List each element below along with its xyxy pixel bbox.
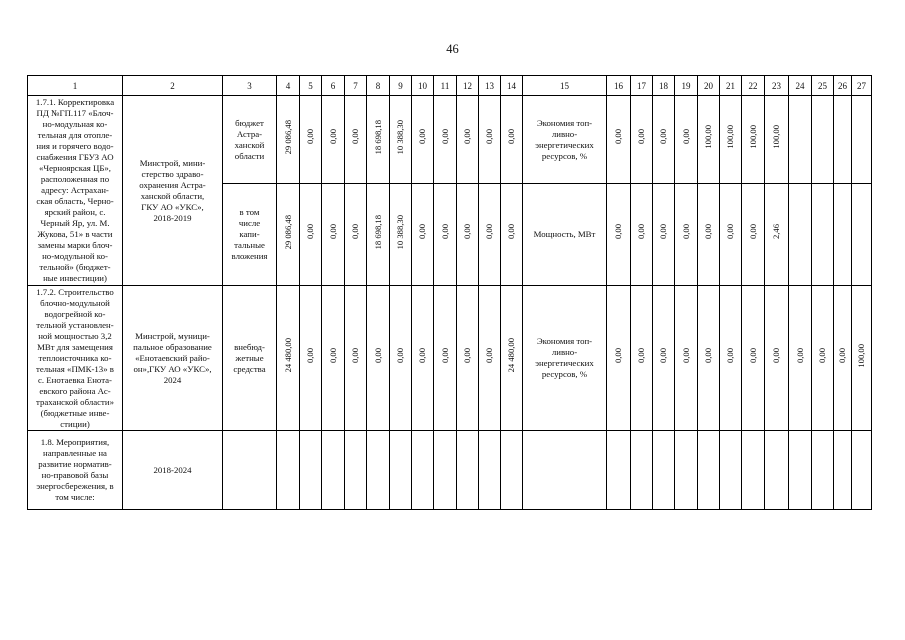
table-row-1-7-2: [28, 286, 872, 431]
target-cell-col16: [607, 286, 631, 431]
header-cell-16: 16: [607, 76, 631, 96]
executor-text: Минстрой, муници- пальное образование «Енотаевский райо- он»,ГКУ АО «УКС», 2024: [133, 330, 212, 385]
value-text: 0,00: [327, 129, 338, 145]
empty-cell: [812, 184, 834, 286]
empty-cell: [607, 431, 631, 510]
value-cell-col10: [412, 286, 434, 431]
target-text: 0,00: [658, 347, 669, 364]
executor-cell: [123, 431, 223, 510]
indicator-cell: [523, 286, 607, 431]
header-cell-9: 9: [390, 76, 412, 96]
empty-cell: [812, 96, 834, 184]
target-text: 0,00: [703, 224, 714, 240]
program-table: [27, 75, 872, 510]
header-cell-3: 3: [223, 76, 277, 96]
executor-text: 2018-2024: [153, 464, 192, 475]
value-cell-col9: [390, 286, 412, 431]
value-cell-col12: [457, 96, 479, 184]
value-cell-col10: [412, 184, 434, 286]
value-cell-col5: [300, 184, 322, 286]
target-cell-col21: [720, 96, 742, 184]
value-cell-col11: [434, 184, 457, 286]
target-cell-col17: [631, 96, 653, 184]
header-cell-21: 21: [720, 76, 742, 96]
value-cell-col12: [457, 184, 479, 286]
target-cell-col17: [631, 184, 653, 286]
value-cell-col14: [501, 184, 523, 286]
target-cell-col16: [607, 184, 631, 286]
value-cell-col12: [457, 286, 479, 431]
value-cell-col13: [479, 286, 501, 431]
empty-cell: [852, 184, 872, 286]
value-text: 0,00: [395, 347, 406, 364]
empty-cell: [698, 431, 720, 510]
header-cell-14: 14: [501, 76, 523, 96]
target-text: 2,46: [771, 224, 782, 240]
header-cell-7: 7: [345, 76, 367, 96]
value-cell-col4: [277, 286, 300, 431]
target-text: 100,00: [703, 125, 714, 149]
empty-cell: [300, 431, 322, 510]
measure-cell: [28, 286, 123, 431]
empty-cell: [834, 184, 852, 286]
empty-cell: [789, 431, 812, 510]
value-text: 24 480,00: [506, 338, 517, 373]
target-text: 0,00: [636, 129, 647, 145]
value-cell-col13: [479, 184, 501, 286]
empty-cell: [631, 431, 653, 510]
empty-cell: [742, 431, 765, 510]
target-cell-col26: [834, 286, 852, 431]
target-text: 0,00: [817, 347, 828, 364]
target-text: 0,00: [613, 224, 624, 240]
value-cell-col11: [434, 96, 457, 184]
empty-cell: [322, 431, 345, 510]
empty-cell: [523, 431, 607, 510]
value-cell-col8: [367, 286, 390, 431]
value-cell-col9: [390, 184, 412, 286]
target-cell-col25: [812, 286, 834, 431]
target-cell-col21: [720, 286, 742, 431]
measure-cell: [28, 96, 123, 286]
value-cell-col10: [412, 96, 434, 184]
header-cell-18: 18: [653, 76, 675, 96]
value-cell-col5: [300, 286, 322, 431]
value-text: 0,00: [462, 347, 473, 364]
header-cell-6: 6: [322, 76, 345, 96]
target-text: 0,00: [725, 347, 736, 364]
target-text: 0,00: [837, 347, 848, 364]
target-text: 0,00: [725, 224, 736, 240]
target-cell-col20: [698, 96, 720, 184]
source-text: в том числе капи- тальные вложения: [231, 207, 268, 261]
value-text: 24 480,00: [282, 338, 293, 373]
header-cell-10: 10: [412, 76, 434, 96]
target-text: 0,00: [680, 129, 691, 145]
indicator-cell: [523, 96, 607, 184]
value-text: 10 388,30: [395, 119, 406, 155]
target-cell-col19: [675, 96, 698, 184]
value-cell-col7: [345, 286, 367, 431]
header-cell-20: 20: [698, 76, 720, 96]
target-text: 0,00: [747, 224, 758, 240]
value-text: 18 698,18: [372, 119, 383, 155]
value-text: 0,00: [439, 224, 450, 240]
indicator-text: Экономия топ- ливно- энергетических ресурсов, %: [535, 336, 594, 379]
value-cell-col9: [390, 96, 412, 184]
target-cell-col18: [653, 96, 675, 184]
header-cell-1: 1: [28, 76, 123, 96]
header-cell-8: 8: [367, 76, 390, 96]
target-cell-col19: [675, 184, 698, 286]
target-text: 0,00: [680, 224, 691, 240]
empty-cell: [367, 431, 390, 510]
empty-cell: [812, 431, 834, 510]
target-cell-col23: [765, 96, 789, 184]
header-cell-4: 4: [277, 76, 300, 96]
empty-cell: [852, 96, 872, 184]
target-text: 0,00: [747, 347, 758, 364]
target-cell-col16: [607, 96, 631, 184]
value-text: 0,00: [417, 224, 428, 240]
empty-cell: [479, 431, 501, 510]
value-text: 0,00: [462, 129, 473, 145]
target-cell-col22: [742, 96, 765, 184]
target-text: 0,00: [636, 347, 647, 364]
table-row-1-8: [28, 431, 872, 510]
value-text: 18 698,18: [372, 214, 383, 250]
target-text: 100,00: [747, 125, 758, 149]
empty-cell: [834, 431, 852, 510]
source-text: внебюд- жетные средства: [233, 341, 266, 374]
target-text: 100,00: [856, 343, 867, 368]
value-cell-col6: [322, 184, 345, 286]
page-number: 46: [446, 42, 459, 56]
source-cell: [223, 96, 277, 184]
header-cell-27: 27: [852, 76, 872, 96]
target-text: 100,00: [725, 125, 736, 149]
target-cell-col18: [653, 286, 675, 431]
target-text: 0,00: [703, 347, 714, 364]
header-row: [28, 76, 872, 96]
empty-cell: [223, 431, 277, 510]
source-text: бюджет Астра- ханской области: [234, 117, 265, 161]
target-cell-col24: [789, 286, 812, 431]
value-text: 0,00: [484, 347, 495, 364]
indicator-text: Мощность, МВт: [533, 229, 596, 239]
header-cell-5: 5: [300, 76, 322, 96]
value-text: 0,00: [327, 347, 338, 364]
source-cell: [223, 286, 277, 431]
indicator-cell: [523, 184, 607, 286]
header-cell-26: 26: [834, 76, 852, 96]
value-text: 0,00: [417, 129, 428, 145]
empty-cell: [501, 431, 523, 510]
value-cell-col8: [367, 96, 390, 184]
target-text: 0,00: [680, 347, 691, 364]
value-text: 0,00: [305, 224, 316, 240]
empty-cell: [789, 96, 812, 184]
value-cell-col8: [367, 184, 390, 286]
executor-cell: [123, 286, 223, 431]
empty-cell: [765, 431, 789, 510]
header-cell-15: 15: [523, 76, 607, 96]
measure-cell: [28, 431, 123, 510]
empty-cell: [345, 431, 367, 510]
target-cell-col17: [631, 286, 653, 431]
source-cell: [223, 184, 277, 286]
target-cell-col19: [675, 286, 698, 431]
target-cell-col23: [765, 184, 789, 286]
indicator-text: Экономия топ- ливно- энергетических ресурсов, %: [535, 117, 594, 161]
value-cell-col6: [322, 96, 345, 184]
header-cell-17: 17: [631, 76, 653, 96]
target-cell-col21: [720, 184, 742, 286]
value-text: 10 388,30: [395, 214, 406, 250]
empty-cell: [789, 184, 812, 286]
target-cell-col20: [698, 286, 720, 431]
measure-text: 1.7.1. Корректировка ПД №ГП.117 «Блоч- но-модульная ко- тельная для отопле- ния и горячего водо- снабжения ГБУЗ АО «Черноярская ЦБ», расположенная по адресу: Астрахан- ская область, Черно- ярский район, с. Черный Яр, ул. М. Жукова, 51» в части замены марки блоч- но-модульной ко- тельной» (бюджет- ные инвестиции): [35, 97, 115, 283]
empty-cell: [390, 431, 412, 510]
value-cell-col11: [434, 286, 457, 431]
value-text: 0,00: [417, 347, 428, 364]
empty-cell: [412, 431, 434, 510]
target-text: 100,00: [771, 125, 782, 149]
value-text: 29 086,48: [282, 214, 293, 250]
header-cell-2: 2: [123, 76, 223, 96]
target-text: 0,00: [794, 347, 805, 364]
header-cell-24: 24: [789, 76, 812, 96]
executor-text: Минстрой, мини- стерство здраво- охранения Астра- ханской области, ГКУ АО «УКС», 2018-2019: [139, 157, 206, 223]
empty-cell: [277, 431, 300, 510]
target-cell-col22: [742, 184, 765, 286]
header-cell-11: 11: [434, 76, 457, 96]
header-cell-12: 12: [457, 76, 479, 96]
table-row-1-7-1-budget: [28, 96, 872, 184]
measure-text: 1.8. Мероприятия, направленные на развитие норматив- но-правовой базы энергосбережения, в том числе:: [36, 437, 114, 502]
measure-text: 1.7.2. Строительство блочно-модульной водогрейной ко- тельной установлен- ной мощностью 3,2 МВт для замещения теплоисточника ко- тельная «ПМК-13» в с. Енотаевка Енота- евского района Ас- траханской области» (бюджетные инве- стиции): [36, 286, 114, 429]
header-cell-23: 23: [765, 76, 789, 96]
value-cell-col14: [501, 96, 523, 184]
target-text: 0,00: [658, 129, 669, 145]
empty-cell: [434, 431, 457, 510]
value-text: 0,00: [484, 224, 495, 240]
empty-cell: [457, 431, 479, 510]
target-cell-col27: [852, 286, 872, 431]
value-cell-col5: [300, 96, 322, 184]
empty-cell: [675, 431, 698, 510]
value-text: 0,00: [305, 129, 316, 145]
value-text: 0,00: [506, 224, 517, 240]
value-text: 0,00: [350, 347, 361, 364]
value-text: 0,00: [327, 224, 338, 240]
value-cell-col7: [345, 184, 367, 286]
target-text: 0,00: [613, 129, 624, 145]
value-text: 0,00: [439, 129, 450, 145]
target-text: 0,00: [636, 224, 647, 240]
empty-cell: [852, 431, 872, 510]
value-text: 0,00: [350, 129, 361, 145]
header-cell-22: 22: [742, 76, 765, 96]
target-cell-col22: [742, 286, 765, 431]
target-cell-col20: [698, 184, 720, 286]
value-cell-col14: [501, 286, 523, 431]
value-cell-col7: [345, 96, 367, 184]
value-cell-col13: [479, 96, 501, 184]
value-cell-col6: [322, 286, 345, 431]
value-text: 0,00: [462, 224, 473, 240]
header-cell-25: 25: [812, 76, 834, 96]
header-cell-13: 13: [479, 76, 501, 96]
empty-cell: [834, 96, 852, 184]
header-cell-19: 19: [675, 76, 698, 96]
target-text: 0,00: [658, 224, 669, 240]
target-cell-col23: [765, 286, 789, 431]
executor-cell: [123, 96, 223, 286]
value-text: 29 086,48: [282, 119, 293, 155]
value-text: 0,00: [439, 347, 450, 364]
target-cell-col18: [653, 184, 675, 286]
target-text: 0,00: [613, 347, 624, 364]
empty-cell: [653, 431, 675, 510]
value-cell-col4: [277, 96, 300, 184]
value-cell-col4: [277, 184, 300, 286]
empty-cell: [720, 431, 742, 510]
target-text: 0,00: [771, 347, 782, 364]
value-text: 0,00: [484, 129, 495, 145]
value-text: 0,00: [350, 224, 361, 240]
value-text: 0,00: [305, 347, 316, 364]
value-text: 0,00: [506, 129, 517, 145]
value-text: 0,00: [372, 347, 383, 364]
